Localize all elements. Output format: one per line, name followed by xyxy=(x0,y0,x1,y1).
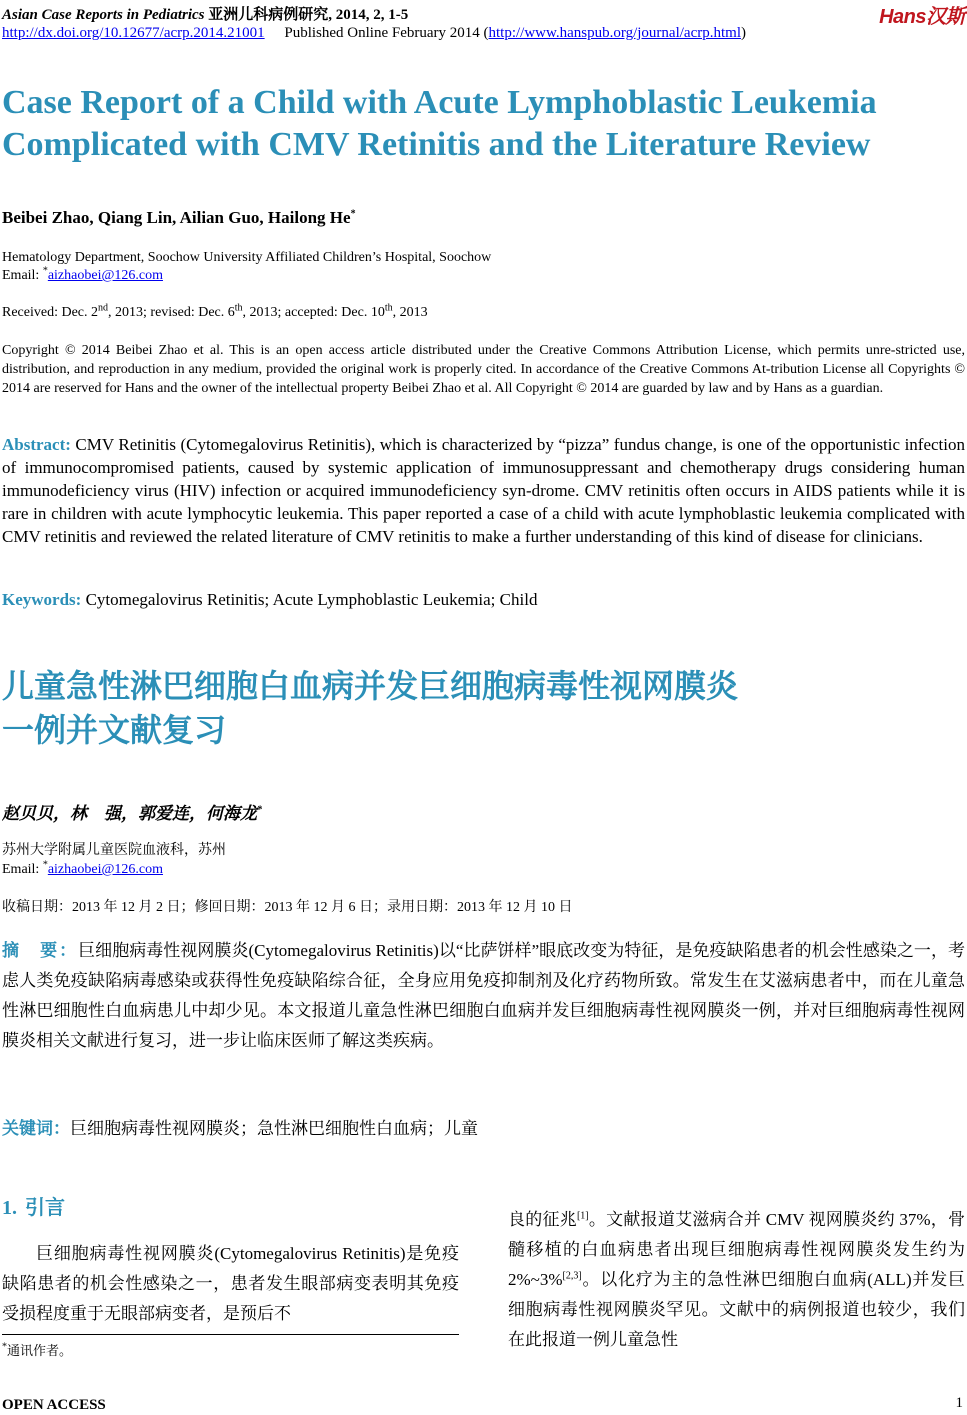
abstract-en xyxy=(2,433,965,548)
keywords-label-en: Keywords: xyxy=(2,590,82,609)
journal-header xyxy=(2,3,408,24)
footnote-divider xyxy=(2,1334,459,1335)
abstract-label-cn: 摘 要： xyxy=(2,941,79,960)
published-online-text: Published Online February 2014 (http://www.hanspub.org/journal/acrp.html) xyxy=(284,25,746,41)
email-link-en[interactable]: aizhaobei@126.com xyxy=(47,268,163,283)
corresponding-mark-cn: * xyxy=(257,804,262,816)
title-en: Case Report of a Child with Acute Lymphoblastic Leukemia Complicated with CMV Retinitis and the Literature Review xyxy=(2,84,877,163)
hans-logo: Hans汉斯 xyxy=(879,6,965,28)
body-column-left xyxy=(2,1239,459,1329)
abstract-text-en: CMV Retinitis (Cytomegalovirus Retinitis), which is characterized by “pizza” fundus change, is one of the opportunistic infection of immunocompromised patients, caused by systemic application of immunosuppressant and chemotherapy drugs considering human immunodeficiency virus (HIV) infection or acquired immunodeficiency syn-drome. CMV retinitis often occurs in AIDS patients while it is rare in children with acute lymphocytic leukemia. This paper reported a case of a child with acute lymphoblastic leukemia complicated with CMV retinitis and reviewed the related literature of CMV retinitis to make a further understanding of this kind of disease for clinicians. xyxy=(2,435,965,546)
citation-1[interactable]: [1] xyxy=(576,1210,589,1222)
journal-volume: , 2014, 2, 1-5 xyxy=(328,7,409,23)
keywords-cn: 关键词：巨细胞病毒性视网膜炎；急性淋巴细胞性白血病；儿童 xyxy=(2,1119,478,1138)
page-number: 1 xyxy=(955,1395,963,1411)
affiliation-cn: 苏州大学附属儿童医院血液科，苏州 xyxy=(2,843,226,858)
journal-name-en: Asian Case Reports in Pediatrics xyxy=(2,7,205,23)
open-access-label: OPEN ACCESS xyxy=(2,1397,106,1413)
intro-paragraph: 巨细胞病毒性视网膜炎(Cytomegalovirus Retinitis)是免疫缺陷患者的机会性感染之一，患者发生眼部病变表明其免疫受损程度重于无眼部病变者，是预后不 xyxy=(2,1244,459,1323)
doi-link[interactable]: http://dx.doi.org/10.12677/acrp.2014.21001 xyxy=(2,25,265,41)
body-column-right: 良的征兆[1]。文献报道艾滋病合并 CMV 视网膜炎约 37%，骨髓移植的白血病患者出现巨细胞病毒性视网膜炎发生约为 2%~3%[2,3]。以化疗为主的急性淋巴细胞白血病(ALL)并发巨细胞病毒性视网膜炎罕见。文献中的病例报道也较少，我们在此报道一例儿童急性 xyxy=(508,1210,966,1349)
authors-en: Beibei Zhao, Qiang Lin, Ailian Guo, Hailong He* xyxy=(2,208,356,227)
copyright-notice: Copyright © 2014 Beibei Zhao et al. This is an open access article distributed under the Creative Commons Attribution License, which permits unre-stricted use, distribution, and reproduction in any medium, provided the original work is properly cited. In accordance of the Creative Commons At-tribution License all Copyrights © 2014 are reserved for Hans and the owner of the intellectual property Beibei Zhao et al. All Copyright © 2014 are guarded by law and by Hans as a guardian. xyxy=(2,343,965,396)
email-link-cn[interactable]: aizhaobei@126.com xyxy=(47,862,163,877)
authors-cn: 赵贝贝，林 强，郭爱连，何海龙* xyxy=(2,804,262,823)
journal-name-cn: 亚洲儿科病例研究 xyxy=(208,7,329,23)
journal-url-link[interactable]: http://www.hanspub.org/journal/acrp.html xyxy=(488,25,741,41)
keywords-label-cn: 关键词： xyxy=(2,1119,70,1138)
title-cn: 儿童急性淋巴细胞白血病并发巨细胞病毒性视网膜炎 一例并文献复习 xyxy=(2,667,739,749)
publication-line xyxy=(2,25,746,42)
dates-cn: 收稿日期：2013 年 12 月 2 日；修回日期：2013 年 12 月 6 日；录用日期：2013 年 12 月 10 日 xyxy=(2,900,573,915)
keywords-en: Keywords: Cytomegalovirus Retinitis; Acute Lymphoblastic Leukemia; Child xyxy=(2,590,538,609)
footnote: *通讯作者。 xyxy=(2,1341,73,1358)
affiliation-en: Hematology Department, Soochow University Affiliated Children’s Hospital, Soochow xyxy=(2,250,492,265)
corresponding-mark: * xyxy=(350,208,356,220)
abstract-text-cn: 巨细胞病毒性视网膜炎(Cytomegalovirus Retinitis)以“比萨饼样”眼底改变为特征，是免疫缺陷患者的机会性感染之一，考虑人类免疫缺陷病毒感染或获得性免疫缺陷综合征，全身应用免疫抑制剂及化疗药物所致。常发生在艾滋病患者中，而在儿童急性淋巴细胞性白血病患儿中却少见。本文报道儿童急性淋巴细胞白血病并发巨细胞病毒性视网膜炎一例，并对巨细胞病毒性视网膜炎相关文献进行复习，进一步让临床医师了解这类疾病。 xyxy=(2,941,965,1050)
email-cn: Email: *aizhaobei@126.com xyxy=(2,859,163,877)
abstract-cn xyxy=(2,936,965,1056)
section-heading: 1. 引言 xyxy=(2,1197,65,1219)
email-en: Email: *aizhaobei@126.com xyxy=(2,265,163,283)
citation-2-3[interactable]: [2,3] xyxy=(562,1270,582,1282)
dates-en: Received: Dec. 2nd, 2013; revised: Dec. 6th, 2013; accepted: Dec. 10th, 2013 xyxy=(2,302,428,320)
abstract-label-en: Abstract: xyxy=(2,435,71,454)
